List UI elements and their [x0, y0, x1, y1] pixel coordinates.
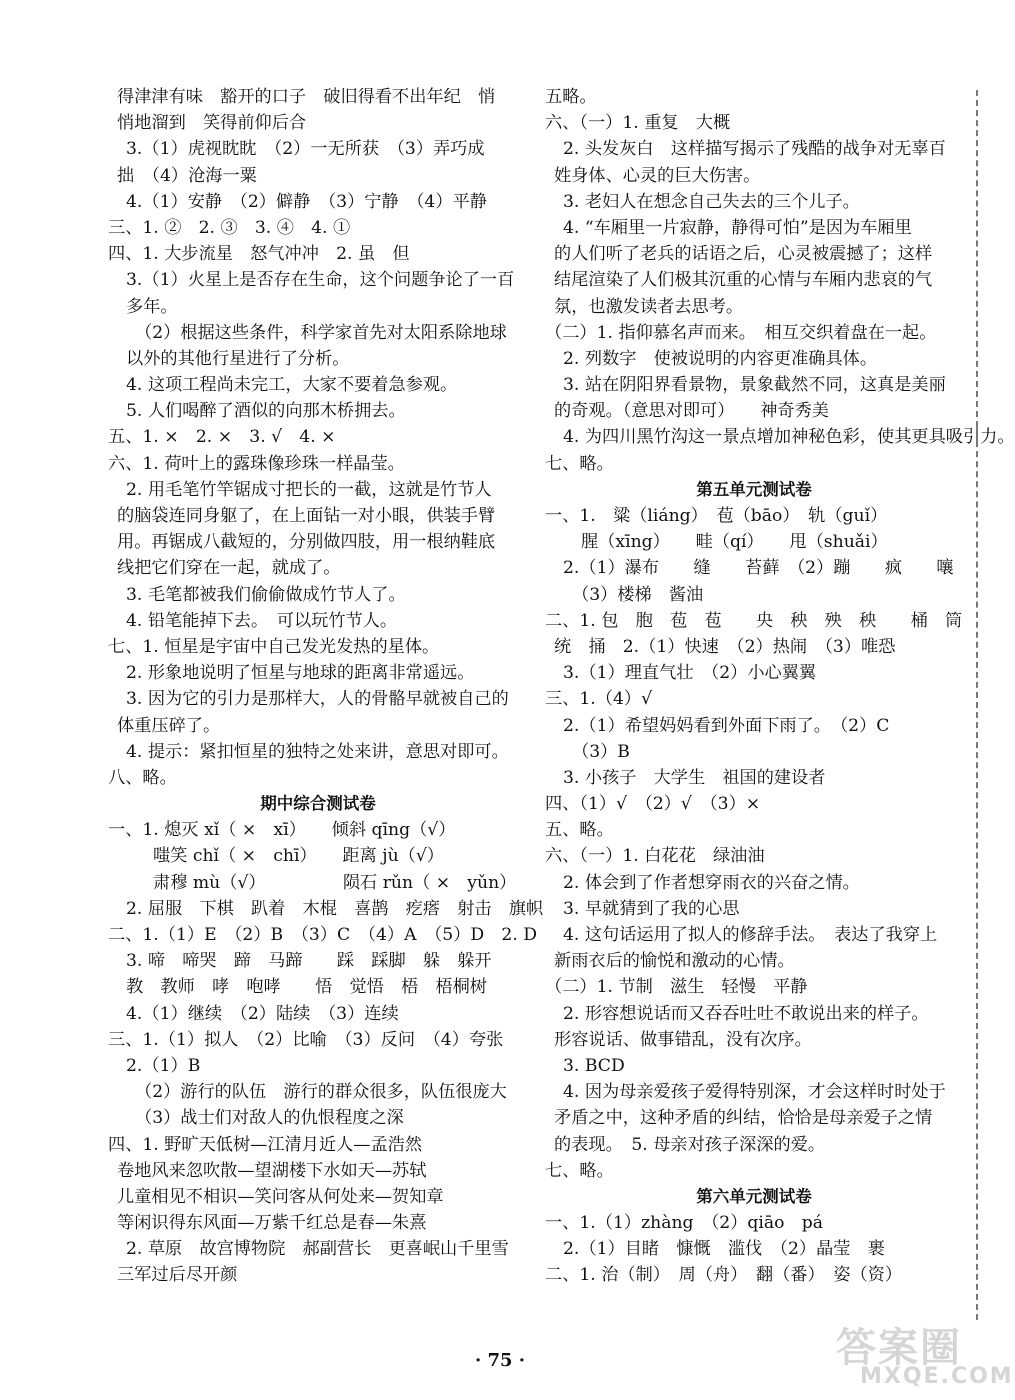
answer-line: （二）1. 节制 滋生 轻慢 平静 — [545, 977, 808, 998]
answer-line: 统 捅 2.（1）快速 （2）热闹 （3）唯恐 — [554, 636, 896, 657]
answer-line: 七、1. 恒星是宇宙中自己发光发热的星体。 — [108, 636, 440, 657]
answer-line: 姓身体、心灵的巨大伤害。 — [554, 165, 761, 186]
answer-line: 2.（1）瀑布 缝 苔藓 （2）蹦 疯 嚷 — [563, 558, 954, 579]
cut-line — [976, 90, 978, 1320]
answer-line: 七、略。 — [545, 1160, 614, 1181]
page-number: · 75 · — [474, 1350, 526, 1371]
answer-line: 4. “车厢里一片寂静，静得可怕”是因为车厢里 — [563, 217, 912, 238]
answer-line: 2. 用毛笔竹竿锯成寸把长的一截，这就是竹节人 — [126, 479, 492, 500]
answer-line: 4. 为四川黑竹沟这一景点增加神秘色彩，使其更具吸引力。 — [563, 427, 1015, 448]
answer-line: 儿童相见不相识—笑问客从何处来—贺知章 — [117, 1186, 444, 1207]
answer-line: 形容说话、做事错乱，没有次序。 — [554, 1029, 812, 1050]
answer-line: 4. 提示：紧扣恒星的独特之处来讲，意思对即可。 — [126, 741, 509, 762]
answer-line: 五、略。 — [545, 820, 614, 841]
answer-line: 六、1. 荷叶上的露珠像珍珠一样晶莹。 — [108, 453, 405, 474]
answer-line: 矛盾之中，这种矛盾的纠结，恰恰是母亲爱子之情 — [554, 1108, 933, 1129]
answer-line: 四、1. 野旷天低树—江清月近人—孟浩然 — [108, 1134, 423, 1155]
answer-line: 三、1.（4）√ — [545, 689, 653, 710]
answer-line: （3）楼梯 酱油 — [572, 584, 704, 605]
answer-line: （2）游行的队伍 游行的群众很多，队伍很庞大 — [135, 1082, 507, 1103]
answer-line: 腥（xīng） 畦（qí） 甩（shuǎi） — [581, 532, 888, 553]
answer-line: 一、1. 熄灭 xǐ（ × xī） 倾斜 qīng（√） — [108, 820, 456, 841]
answer-line: 3. 毛笔都被我们偷偷做成竹节人了。 — [126, 584, 406, 605]
answer-line: 4. 这句话运用了拟人的修辞手法。 表达了我穿上 — [563, 925, 938, 945]
answer-line: 的人们听了老兵的话语之后，心灵被震撼了；这样 — [554, 244, 933, 265]
answer-line: 二、1.（1）E （2）B （3）C （4）A （5）D 2. D — [108, 925, 538, 945]
answer-line: 2. 草原 故宫博物院 郝副营长 更喜岷山千里雪 — [126, 1239, 509, 1260]
answer-line: 2.（1）希望妈妈看到外面下雨了。 （2）C — [563, 715, 890, 736]
answer-line: 嗤笑 chǐ（ × chī） 距离 jù（√） — [153, 846, 444, 867]
answer-line: 六、（一）1. 重复 大概 — [545, 113, 731, 134]
answer-line: 七、略。 — [545, 453, 614, 474]
answer-line: 拙 （4）沧海一粟 — [117, 165, 257, 186]
answer-line: （二）1. 指仰慕名声而来。 相互交织着盘在一起。 — [545, 322, 937, 343]
answer-line: 4. 这项工程尚未完工，大家不要着急参观。 — [126, 375, 458, 396]
answer-line: 2. 头发灰白 这样描写揭示了残酷的战争对无辜百 — [563, 139, 946, 160]
watermark-text: 答案圈 — [836, 1325, 962, 1371]
answer-line: 三军过后尽开颜 — [117, 1265, 238, 1286]
answer-line: 4. 铅笔能掉下去。 可以玩竹节人。 — [126, 610, 398, 631]
answer-line: 2. 形容想说话而又吞吞吐吐不敢说出来的样子。 — [563, 1003, 929, 1024]
answer-line: 3.（1）虎视眈眈 （2）一无所获 （3）弄巧成 — [126, 139, 485, 160]
section-heading: 第五单元测试卷 — [696, 479, 812, 499]
answer-line: 五略。 — [545, 87, 597, 107]
answer-line: 3. 啼 啼哭 蹄 马蹄 踩 踩脚 躲 躲开 — [126, 951, 492, 972]
answer-line: （3）B — [572, 741, 630, 762]
answer-line: 4.（1）继续 （2）陆续 （3）连续 — [126, 1003, 399, 1024]
answer-line: 以外的其他行星进行了分析。 — [126, 348, 350, 369]
section-heading: 期中综合测试卷 — [260, 794, 376, 814]
answer-line: 三、1.（1）拟人 （2）比喻 （3）反问 （4）夸张 — [108, 1029, 504, 1050]
answer-line: 4. 因为母亲爱孩子爱得特别深，才会这样时时处于 — [563, 1082, 946, 1103]
answer-line: 六、（一）1. 白花花 绿油油 — [545, 846, 765, 867]
right-column — [545, 84, 1015, 1289]
answer-line: 悄地溜到 笑得前仰后合 — [117, 113, 307, 134]
answer-line: 多年。 — [126, 296, 178, 317]
answer-line: 四、1. 大步流星 怒气冲冲 2. 虽 但 — [108, 244, 410, 265]
answer-line: 等闲识得东风面—万紫千红总是春—朱熹 — [117, 1213, 427, 1234]
watermark-logo — [830, 1316, 1014, 1394]
answer-line: 结尾渲染了人们极其沉重的心情与车厢内悲哀的气 — [554, 270, 933, 291]
answer-line: 体重压碎了。 — [117, 715, 221, 736]
answer-line: 二、1. 包 胞 苞 苞 央 秧 殃 秧 桶 筒 — [545, 610, 963, 631]
answer-line: 3. 早就猜到了我的心思 — [563, 898, 740, 919]
answer-line: （2）根据这些条件，科学家首先对太阳系除地球 — [135, 322, 507, 343]
answer-line: 3. 老妇人在想念自己失去的三个儿子。 — [563, 191, 860, 212]
answer-line: 教 教师 哮 咆哮 悟 觉悟 梧 梧桐树 — [126, 977, 487, 998]
answer-line: 一、1. 粱（liáng） 苞（bāo） 轨（guǐ） — [545, 506, 888, 526]
answer-line: 用。再锯成八截短的，分别做四肢，用一根纳鞋底 — [117, 532, 496, 553]
answer-line: 五、1. × 2. × 3. √ 4. × — [108, 427, 336, 448]
answer-line: 5. 人们喝醉了酒似的向那木桥拥去。 — [126, 401, 406, 422]
answer-line: 2. 列数字 使被说明的内容更准确具体。 — [563, 348, 878, 369]
answer-line: 3. 小孩子 大学生 祖国的建设者 — [563, 767, 826, 788]
answer-line: 线把它们穿在一起，就成了。 — [117, 558, 341, 579]
answer-line: 三、1. ② 2. ③ 3. ④ 4. ① — [108, 217, 351, 238]
answer-line: 3. BCD — [563, 1055, 625, 1076]
answer-line: 2. 形象地说明了恒星与地球的距离非常遥远。 — [126, 663, 475, 684]
answer-line: 得津津有味 豁开的口子 破旧得看不出年纪 悄 — [117, 87, 496, 107]
answer-line: 的表现。 5. 母亲对孩子深深的爱。 — [554, 1134, 826, 1155]
answer-line: 3. 因为它的引力是那样大，人的骨骼早就被自己的 — [126, 689, 509, 710]
answer-line: 3. 站在阴阳界看景物，景象截然不同，这真是美丽 — [563, 375, 946, 396]
answer-line: 2.（1）目睹 慷慨 滥伐 （2）晶莹 裹 — [563, 1239, 885, 1260]
section-heading: 第六单元测试卷 — [696, 1186, 812, 1206]
answer-line: 2. 体会到了作者想穿雨衣的兴奋之情。 — [563, 872, 860, 893]
answer-line: 二、1. 治（制） 周（舟） 翻（番） 姿（资） — [545, 1265, 903, 1286]
answer-line: 的奇观。（意思对即可） 神奇秀美 — [554, 401, 829, 422]
answer-line: 3.（1）火星上是否存在生命，这个问题争论了一百 — [126, 270, 515, 291]
answer-line: 四、（1）√ （2）√ （3）× — [545, 794, 761, 815]
watermark-url: MXQE.COM — [860, 1364, 1014, 1389]
answer-line: 肃穆 mù（√） 陨石 rǔn（ × yǔn） — [153, 872, 517, 893]
answer-line: 2. 屈服 下棋 趴着 木棍 喜鹊 疙瘩 射击 旗帜 — [126, 898, 544, 919]
answer-line: 卷地风来忽吹散—望湖楼下水如天—苏轼 — [117, 1160, 427, 1181]
answer-line: 3.（1）理直气壮 （2）小心翼翼 — [563, 663, 817, 684]
left-column — [108, 84, 544, 1289]
answer-line: 氛，也激发读者去思考。 — [554, 296, 744, 317]
answer-line: 2.（1）B — [126, 1055, 201, 1076]
answer-line: 一、1.（1）zhàng （2）qiāo pá — [545, 1213, 823, 1234]
answer-line: 4.（1）安静 （2）僻静 （3）宁静 （4）平静 — [126, 191, 487, 212]
answer-line: （3）战士们对敌人的仇恨程度之深 — [135, 1108, 404, 1129]
answer-line: 新雨衣后的愉悦和激动的心情。 — [554, 951, 795, 972]
answer-line: 八、略。 — [108, 767, 177, 788]
answer-line: 的脑袋连同身躯了，在上面钻一对小眼，供装手臂 — [117, 506, 496, 526]
